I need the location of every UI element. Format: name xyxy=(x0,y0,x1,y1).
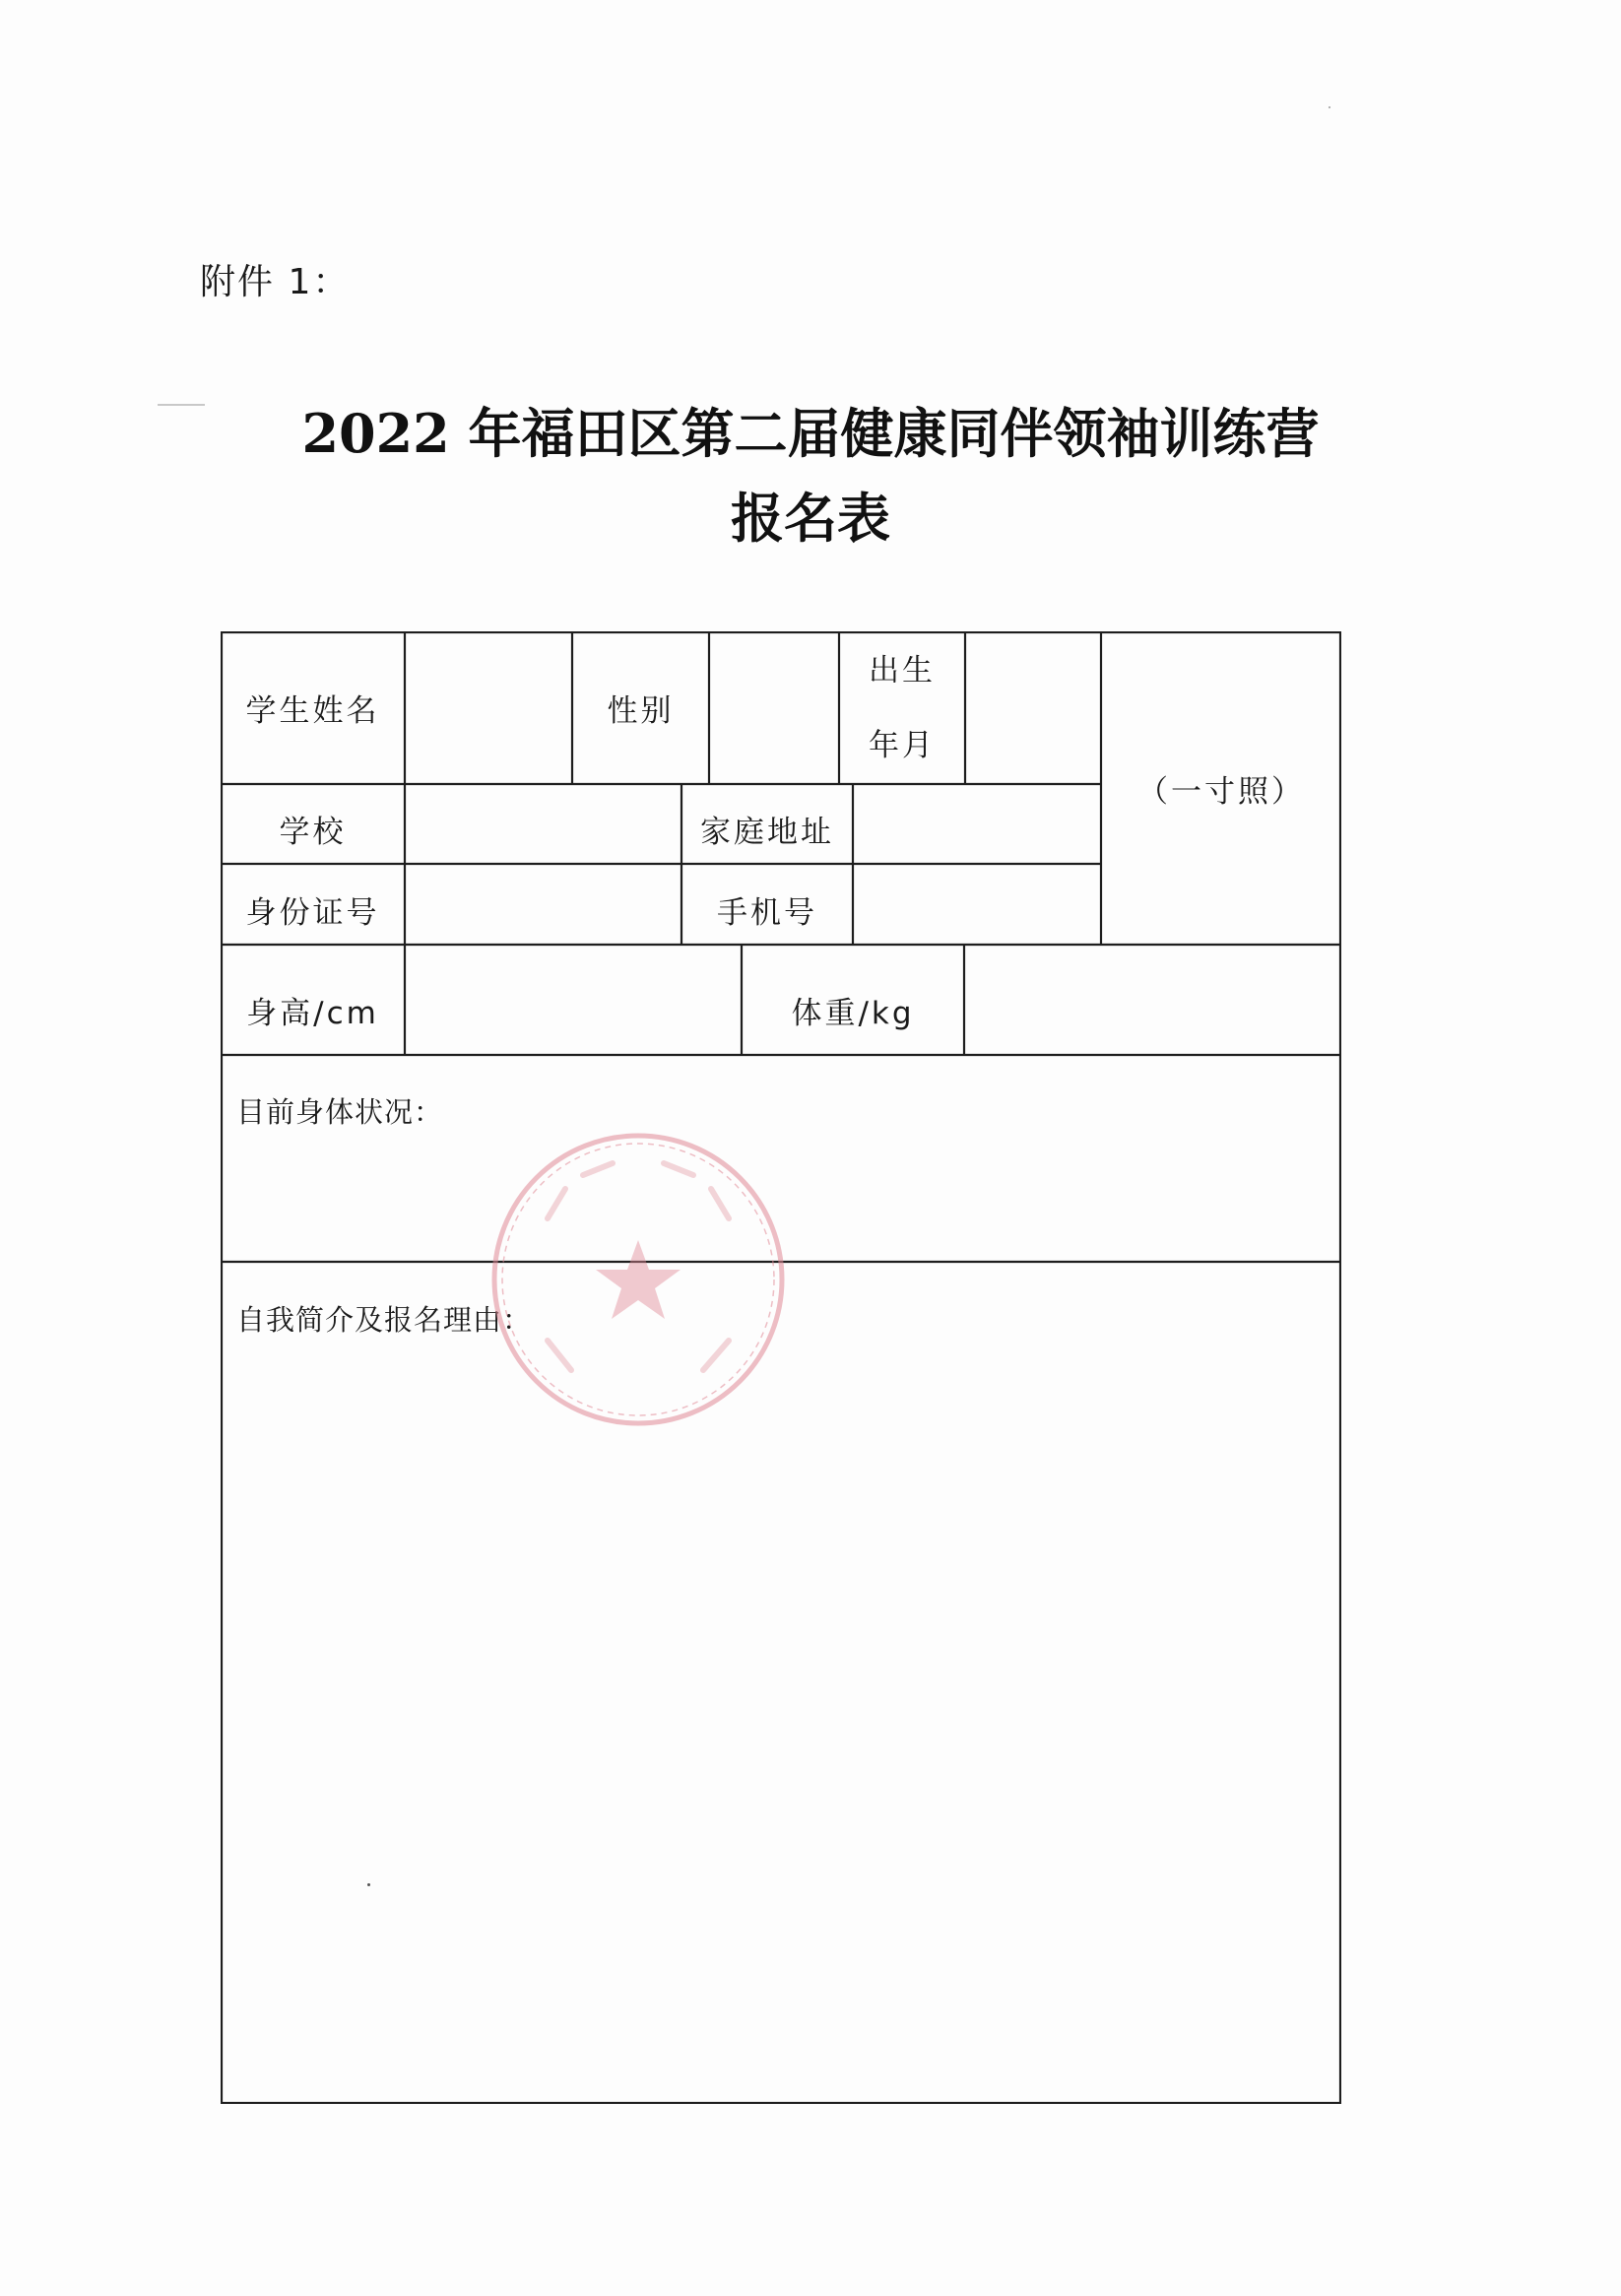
phone-number-label: 手机号 xyxy=(717,894,817,931)
gender-field[interactable] xyxy=(709,631,839,784)
photo-label: （一寸照） xyxy=(1137,773,1305,810)
document-title: 2022 年福田区第二届健康同伴领袖训练营 xyxy=(301,402,1320,465)
weight-label: 体重/kg xyxy=(791,995,915,1031)
scan-speck xyxy=(1329,106,1330,108)
height-label: 身高/cm xyxy=(246,995,379,1031)
student-name-label: 学生姓名 xyxy=(245,693,380,729)
student-name-field[interactable] xyxy=(405,631,572,784)
school-label: 学校 xyxy=(279,815,347,850)
photo-slot[interactable] xyxy=(1101,631,1341,945)
document-subtitle: 报名表 xyxy=(731,487,890,550)
weight-field[interactable] xyxy=(964,945,1341,1055)
home-address-field[interactable] xyxy=(853,784,1101,864)
registration-form xyxy=(221,631,1341,2104)
scan-speck xyxy=(367,1883,370,1886)
birth-date-label-line1: 出生 xyxy=(869,652,936,689)
birth-date-label-line2: 年月 xyxy=(869,727,936,763)
id-number-field[interactable] xyxy=(405,864,681,945)
home-address-label: 家庭地址 xyxy=(700,815,834,850)
gender-label: 性别 xyxy=(607,693,675,729)
self-intro-label: 自我简介及报名理由： xyxy=(236,1303,533,1337)
health-status-label: 目前身体状况： xyxy=(236,1095,444,1129)
height-field[interactable] xyxy=(405,945,742,1055)
birth-date-field[interactable] xyxy=(965,631,1101,784)
birth-date-label xyxy=(839,631,965,784)
phone-number-field[interactable] xyxy=(853,864,1101,945)
school-field[interactable] xyxy=(405,784,681,864)
attachment-label: 附件 1： xyxy=(200,262,351,302)
id-number-label: 身份证号 xyxy=(245,894,380,931)
